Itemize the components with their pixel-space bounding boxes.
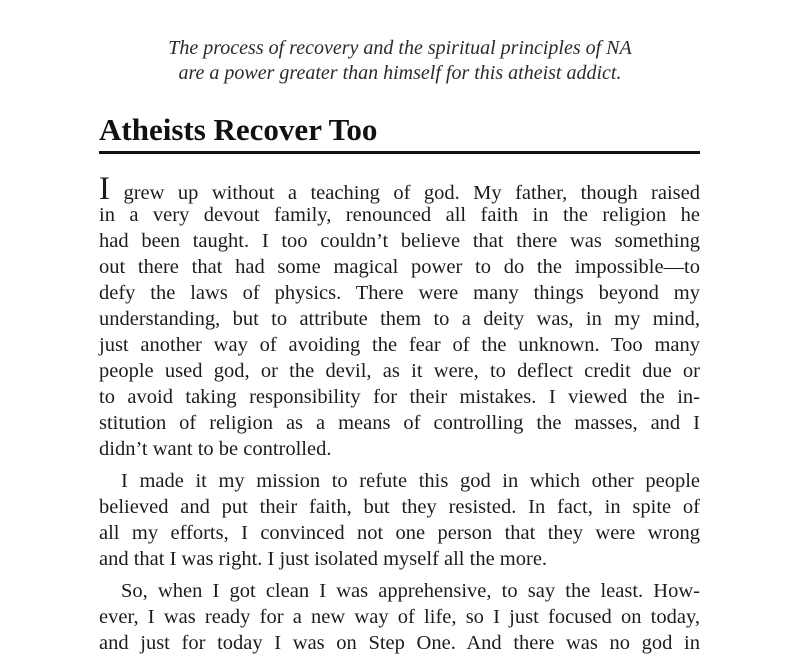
text-line: in a very devout family, renounced all faith in the religion he xyxy=(99,204,700,226)
epigraph xyxy=(100,36,700,86)
text-line: people used god, or the devil, as it were, to deflect credit due or xyxy=(99,360,700,382)
first-line-text: grew up without a teaching of god. My father, though raised xyxy=(110,182,700,204)
text-line: all my efforts, I convinced not one person that they were wrong xyxy=(99,522,700,544)
paragraph xyxy=(99,171,700,462)
text-line: understanding, but to attribute them to a deity was, in my mind, xyxy=(99,308,700,330)
title-underline-rule xyxy=(99,151,700,154)
paragraph xyxy=(99,578,700,656)
epigraph-line: are a power greater than himself for this atheist addict. xyxy=(178,62,622,84)
paragraph xyxy=(99,468,700,572)
text-line: defy the laws of physics. There were many things beyond my xyxy=(99,282,700,304)
text-line: just another way of avoiding the fear of the unknown. Too many xyxy=(99,334,700,356)
text-line: and that I was right. I just isolated myself all the more. xyxy=(99,548,548,570)
text-line: ever, I was ready for a new way of life, so I just focused on today, xyxy=(99,606,700,628)
text-line xyxy=(99,171,700,207)
text-line: stitution of religion as a means of controlling the masses, and I xyxy=(99,412,700,434)
text-line: So, when I got clean I was apprehensive, to say the least. How- xyxy=(121,580,700,602)
text-line: and just for today I was on Step One. And there was no god in xyxy=(99,632,700,654)
text-line: didn’t want to be controlled. xyxy=(99,438,332,460)
story-body xyxy=(99,171,700,656)
text-line: had been taught. I too couldn’t believe that there was something xyxy=(99,230,700,252)
drop-cap: I xyxy=(99,171,110,207)
text-line: to avoid taking responsibility for their mistakes. I viewed the in- xyxy=(99,386,700,408)
text-line: I made it my mission to refute this god in which other people xyxy=(121,470,700,492)
text-line: out there that had some magical power to do the impossible—to xyxy=(99,256,700,278)
story-title: Atheists Recover Too xyxy=(99,112,378,147)
text-line: believed and put their faith, but they resisted. In fact, in spite of xyxy=(99,496,700,518)
epigraph-line: The process of recovery and the spiritual principles of NA xyxy=(168,37,632,59)
